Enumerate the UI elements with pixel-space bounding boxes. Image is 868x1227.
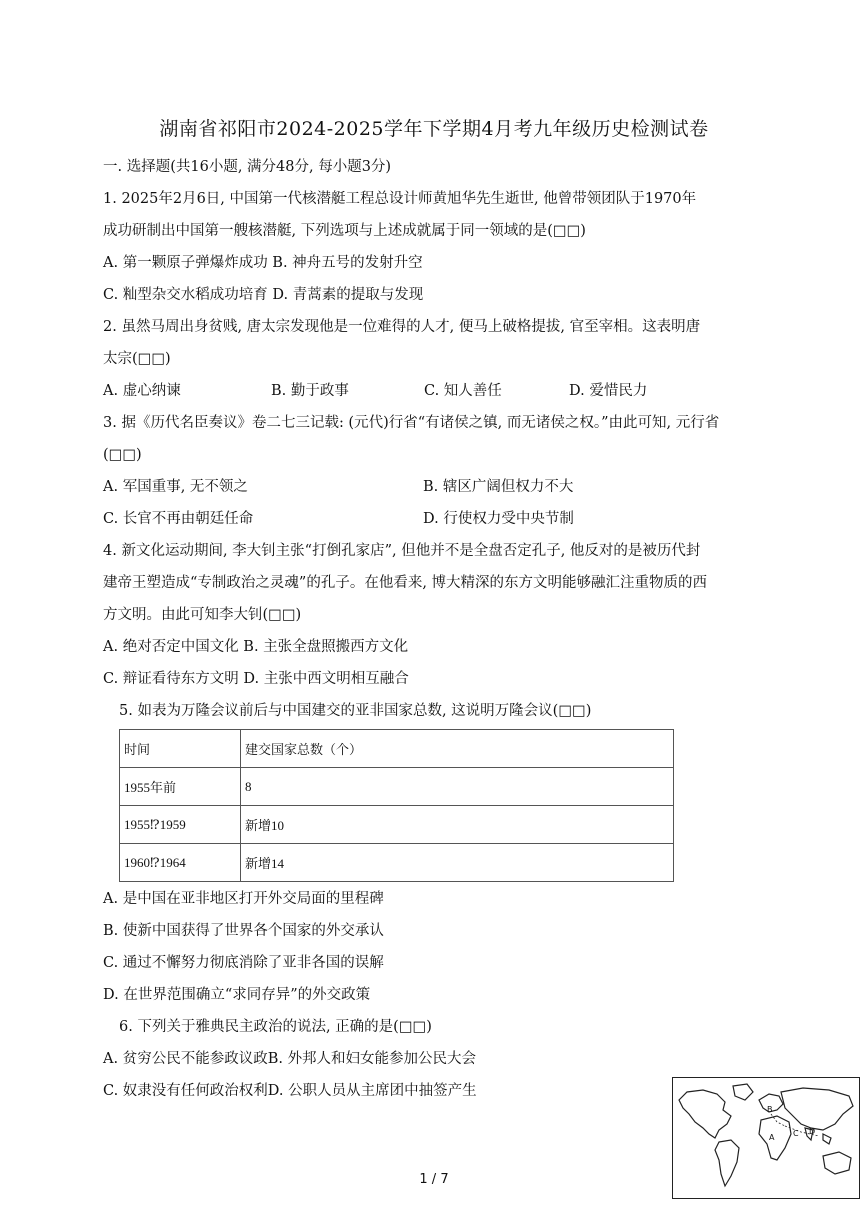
- table-cell: 1955年前: [120, 768, 241, 806]
- q6-options-ab: A. 贫穷公民不能参政议政B. 外邦人和妇女能参加公民大会: [103, 1051, 477, 1067]
- table-cell: 8: [241, 768, 674, 806]
- q4-stem-line1: 4. 新文化运动期间, 李大钊主张“打倒孔家店”, 但他并不是全盘否定孔子, 他反对的是被历代封: [103, 543, 701, 559]
- q4-options-ab: A. 绝对否定中国文化 B. 主张全盘照搬西方文化: [103, 639, 409, 655]
- q2-option-a: A. 虚心纳谏: [103, 383, 181, 399]
- table-cell: 新增14: [241, 844, 674, 882]
- q2-options: [103, 381, 647, 401]
- q3-option-b: B. 辖区广阔但权力不大: [423, 479, 574, 495]
- q5-option-b: B. 使新中国获得了世界各个国家的外交承认: [103, 923, 384, 939]
- q4-stem-line3: 方文明。由此可知李大钊(□□): [103, 607, 302, 623]
- table-row: [120, 806, 674, 844]
- q2-option-b: B. 勤于政事: [271, 383, 349, 399]
- q2-option-c: C. 知人善任: [424, 383, 502, 399]
- table-cell: 1955⁉1959: [120, 806, 241, 844]
- q4-stem-line2: 建帝王塑造成“专制政治之灵魂”的孔子。在他看来, 博大精深的东方文明能够融汇注重物质的西: [103, 575, 708, 591]
- q2-stem-line2: 太宗(□□): [103, 351, 171, 367]
- q2-option-d: D. 爱惜民力: [569, 383, 648, 399]
- table-row: [120, 768, 674, 806]
- q6-options-cd: C. 奴隶没有任何政治权利D. 公职人员从主席团中抽签产生: [103, 1083, 477, 1099]
- q4-options-cd: C. 辩证看待东方文明 D. 主张中西文明相互融合: [103, 671, 409, 687]
- q3-option-c: C. 长官不再由朝廷任命: [103, 511, 254, 527]
- q5-stem: 5. 如表为万隆会议前后与中国建交的亚非国家总数, 这说明万隆会议(□□): [119, 703, 592, 719]
- q3-options-ab: [103, 477, 573, 497]
- table-header-row: [120, 730, 674, 768]
- section-heading: 一. 选择题(共16小题, 满分48分, 每小题3分): [103, 159, 392, 175]
- q1-options-ab: A. 第一颗原子弹爆炸成功 B. 神舟五号的发射升空: [103, 255, 423, 271]
- q5-option-d: D. 在世界范围确立“求同存异”的外交政策: [103, 987, 371, 1003]
- q5-option-a: A. 是中国在亚非地区打开外交局面的里程碑: [103, 891, 384, 907]
- table-header-cell: 建交国家总数（个）: [241, 730, 674, 768]
- q3-option-a: A. 军国重事, 无不领之: [103, 479, 248, 495]
- q1-stem-line2: 成功研制出中国第一艘核潜艇, 下列选项与上述成就属于同一领域的是(□□): [103, 223, 586, 239]
- q3-stem-line2: (□□): [103, 447, 142, 463]
- q2-stem-line1: 2. 虽然马周出身贫贱, 唐太宗发现他是一位难得的人才, 便马上破格提拔, 官至宰相。这表明唐: [103, 319, 701, 335]
- exam-title: 湖南省祁阳市2024-2025学年下学期4月考九年级历史检测试卷: [159, 118, 709, 140]
- q1-options-cd: C. 籼型杂交水稻成功培育 D. 青蒿素的提取与发现: [103, 287, 424, 303]
- table-row: [120, 844, 674, 882]
- map-label-a: A: [769, 1133, 775, 1142]
- q5-table: [119, 729, 674, 882]
- map-label-d: D: [809, 1127, 816, 1136]
- q1-stem-line1: 1. 2025年2月6日, 中国第一代核潜艇工程总设计师黄旭华先生逝世, 他曾带领团队于1970年: [103, 191, 697, 207]
- q5-option-c: C. 通过不懈努力彻底消除了亚非各国的误解: [103, 955, 384, 971]
- q6-stem: 6. 下列关于雅典民主政治的说法, 正确的是(□□): [119, 1019, 432, 1035]
- table-header-cell: 时间: [120, 730, 241, 768]
- q3-option-d: D. 行使权力受中央节制: [423, 511, 574, 527]
- table-cell: 1960⁉1964: [120, 844, 241, 882]
- page-number: 1 / 7: [419, 1172, 449, 1187]
- q3-stem-line1: 3. 据《历代名臣奏议》卷二七三记载: (元代)行省“有诸侯之镇, 而无诸侯之权。”由此可知, 元行省: [103, 415, 720, 431]
- q3-options-cd: [103, 509, 574, 529]
- map-label-b: B: [767, 1105, 773, 1114]
- map-label-c: C: [793, 1129, 799, 1138]
- table-cell: 新增10: [241, 806, 674, 844]
